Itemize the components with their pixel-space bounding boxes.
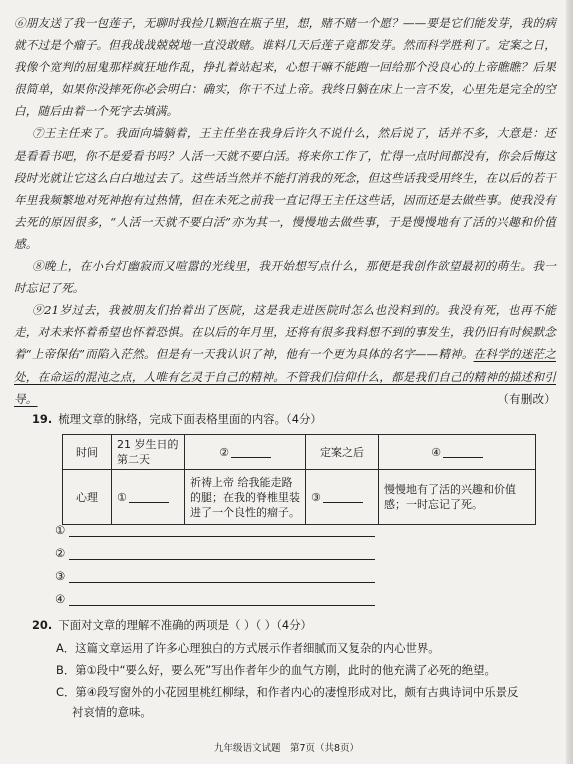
paragraph-6: ⑥朋友送了我一包莲子，无聊时我捡几颗泡在瓶子里，想，赌不赌一个愿？——要是它们能发芽，我的病就不过是个瘤子。但我战战兢兢地一直没敢赌。谁料几天后莲子竟都发芽。然而科学胜利了。定案之日，我像个宽判的屈鬼那样疯狂地作乱，挣扎着站起来，心想干嘛不能跑一回给那个没良心的上帝瞧瞧？后果很简单，如果你没摔死你必会明白：确实，你干不过上帝。我终日躺在床上一言不发，心里先是完全的空白，随后由着一个死字去填满。 bbox=[14, 16, 556, 119]
option-c: C．第④段写窗外的小花园里桃红柳绿，和作者内心的凄惶形成对比，颇有古典诗词中乐景反 bbox=[56, 685, 519, 699]
table-row bbox=[63, 435, 536, 470]
option-c-continued: 衬哀情的意味。 bbox=[72, 705, 152, 719]
page-footer: 九年级语文试题 第7页（共8页） bbox=[213, 743, 360, 754]
blank-line bbox=[231, 445, 271, 458]
blank-line bbox=[129, 490, 169, 503]
question-19-table bbox=[62, 434, 536, 525]
cell-blank-3[interactable]: ③ bbox=[306, 470, 379, 525]
question-19-text: 梳理文章的脉络，完成下面表格里面的内容。（4分） bbox=[58, 412, 322, 426]
cell-day2-header: 21 岁生日的第二天 bbox=[112, 435, 185, 470]
answer-line-2[interactable]: ② bbox=[55, 546, 381, 560]
cell-after-header: 定案之后 bbox=[306, 435, 379, 470]
reading-passage bbox=[14, 12, 556, 410]
question-20-text: 下面对文章的理解不准确的两项是（ ）（ ）（4分） bbox=[58, 618, 312, 632]
question-19-number: 19. bbox=[32, 412, 53, 426]
question-20-number: 20. bbox=[32, 618, 53, 632]
cell-blank-1[interactable]: ① bbox=[112, 470, 185, 525]
question-20 bbox=[32, 617, 552, 633]
cell-blank-2[interactable]: ② bbox=[185, 435, 306, 470]
option-a: A．这篇文章运用了许多心理独白的方式展示作者细腻而又复杂的内心世界。 bbox=[56, 641, 440, 655]
paragraph-7: ⑦王主任来了。我面向墙躺着，王主任坐在我身后许久不说什么，然后说了，话并不多，大意是：还是看看书吧，你不是爱看书吗？人活一天就不要白活。将来你工作了，忙得一点时间都没有，你会后悔这段时光就让它这么白白地过去了。这些话当然并不能打消我的死念，但这些话我受用终生，在以后的若干年里我频繁地对死神抱有过热情，但在未死之前我一直记得王主任这些话，因而还是去做些事。使我没有去死的原因很多，“人活一天就不要白活”亦为其一，慢慢地去做些事，于是慢慢地有了活的兴趣和价值感。 bbox=[14, 126, 556, 251]
revision-note: （有删改） bbox=[497, 391, 556, 406]
underlined-sentence-b: 自己的精神的描述和引导。 bbox=[14, 369, 556, 406]
page-edge-shadow bbox=[566, 0, 573, 764]
cell-blank-4[interactable]: ④ bbox=[379, 435, 536, 470]
cell-mind-label: 心理 bbox=[63, 470, 112, 525]
option-b: B．第①段中“要么好，要么死”写出作者年少的血气方刚，此时的他充满了必死的绝望。 bbox=[56, 663, 496, 677]
answer-line-1[interactable]: ① bbox=[55, 523, 381, 537]
answer-line-4[interactable]: ④ bbox=[55, 592, 381, 606]
cell-result: 慢慢地有了活的兴趣和价值感；一时忘记了死。 bbox=[379, 470, 536, 525]
paragraph-9-text: ⑨21岁过去，我被朋友们抬着出了医院，这是我走进医院时怎么也没料到的。我没有死，也再不能走，对未来怀着希望也怀着恐惧。在以后的年月里，还将有很多我料想不到的事发生，我仍旧有时候默念着“上帝保佑”而陷入茫然。但是有一天我认识了神，他有一个更为具体的名字——精神。 bbox=[14, 303, 556, 362]
blank-line bbox=[443, 445, 483, 458]
cell-time-header: 时间 bbox=[63, 435, 112, 470]
paragraph-9 bbox=[14, 299, 556, 409]
table-row bbox=[63, 470, 536, 525]
blank-line bbox=[323, 490, 363, 503]
question-19 bbox=[32, 411, 322, 427]
underlined-sentence-a: 在科学的迷茫之处，在命运的混沌之点，人唯有乞灵于自己的精神。不管我们信仰什么，都是我们 bbox=[14, 347, 556, 384]
answer-line-3[interactable]: ③ bbox=[55, 569, 381, 583]
cell-pray: 祈祷上帝 给我能走路的腿；在我的脊椎里装进了一个良性的瘤子。 bbox=[185, 470, 306, 525]
paragraph-8: ⑧晚上，在小台灯幽寂而又喧嚣的光线里，我开始想写点什么，那便是我创作欲望最初的萌生。我一时忘记了死。 bbox=[14, 259, 556, 296]
